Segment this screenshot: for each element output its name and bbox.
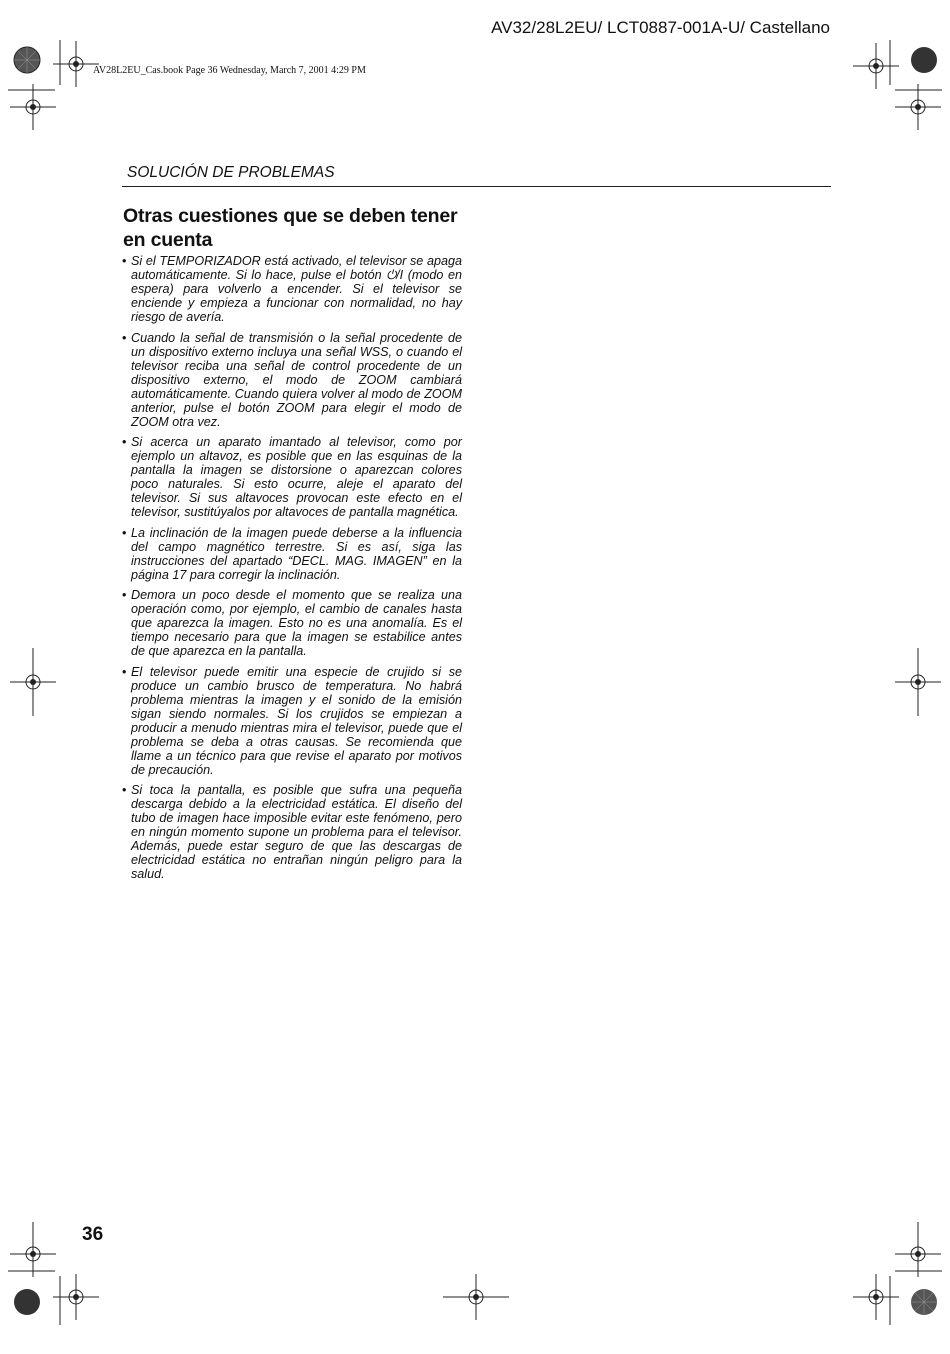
section-header: SOLUCIÓN DE PROBLEMAS — [127, 164, 335, 181]
bullet-list — [122, 254, 462, 888]
bullet-item: • Si toca la pantalla, es posible que sufra una pequeña descarga debido a la electricidad estática. El diseño del tubo de imagen hace imposible evitar este fenómeno, pero en ningún momento supone un problema para el televisor. Además, puede estar seguro de que las descargas de electricidad estática no entrañan ningún peligro para la salud. — [122, 783, 462, 881]
bullet-item: • Cuando la señal de transmisión o la señal procedente de un dispositivo externo incluya una señal WSS, o cuando el televisor reciba una señal de control procedente de un dispositivo externo, el modo de ZOOM cambiará automáticamente. Cuando quiera volver al modo de ZOOM anterior, pulse el botón ZOOM para elegir el modo de ZOOM otra vez. — [122, 331, 462, 429]
bullet-item: • La inclinación de la imagen puede deberse a la influencia del campo magnético terrestre. Si es así, siga las instrucciones del apartado “DECL. MAG. IMAGEN” en la página 17 para corregir la inclinación. — [122, 526, 462, 582]
bullet-item: • Demora un poco desde el momento que se realiza una operación como, por ejemplo, el cambio de canales hasta que aparezca la imagen. Esto no es una anomalía. Es el tiempo necesario para que la imagen se estabilice antes de que aparezca en la pantalla. — [122, 588, 462, 658]
header-rule — [122, 186, 831, 187]
document-code: AV32/28L2EU/ LCT0887-001A-U/ Castellano — [491, 18, 830, 37]
bullet-item: • Si acerca un aparato imantado al televisor, como por ejemplo un altavoz, es posible que en las esquinas de la pantalla la imagen se distorsione o aparezcan colores poco naturales. Si esto ocurre, aleje el aparato del televisor. Si sus altavoces provocan este efecto en el televisor, sustitúyalos por altavoces de pantalla magnética. — [122, 435, 462, 519]
bullet-item: • Si el TEMPORIZADOR está activado, el televisor se apaga automáticamente. Si lo hace, pulse el botón ⏻/I (modo en espera) para volverlo a encender. Si el televisor se enciende y empieza a funcionar con normalidad, no hay riesgo de avería. — [122, 254, 462, 324]
bullet-item: • El televisor puede emitir una especie de crujido si se produce un cambio brusco de temperatura. No habrá problema mientras la imagen y el sonido de la emisión sigan siendo normales. Si los crujidos se empiezan a producir a menudo mientras mira el televisor, puede que el problema se deba a otras causas. Se recomienda que llame a un técnico para que revise el aparato por motivos de precaución. — [122, 665, 462, 777]
book-file-info: AV28L2EU_Cas.book Page 36 Wednesday, March 7, 2001 4:29 PM — [93, 65, 366, 76]
page-heading: Otras cuestiones que se deben tener en cuenta — [123, 205, 458, 251]
page-number: 36 — [82, 1224, 104, 1245]
